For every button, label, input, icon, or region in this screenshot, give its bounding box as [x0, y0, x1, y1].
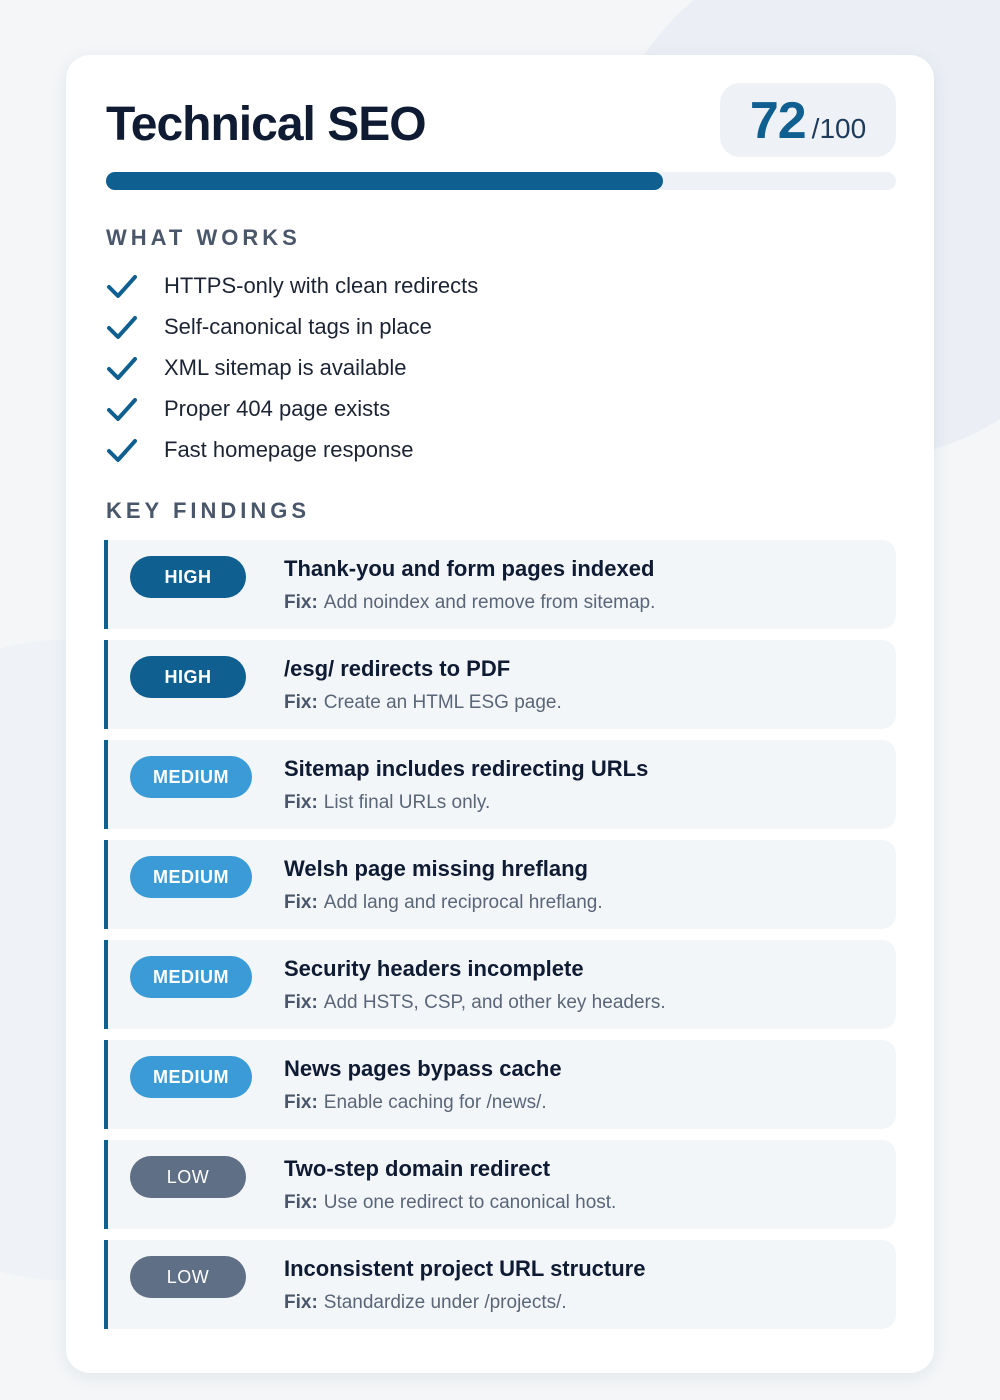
finding-fix [284, 892, 603, 914]
fix-label: Fix: [284, 592, 318, 613]
fix-text: Enable caching for /news/. [323, 1092, 547, 1113]
finding-row [104, 1240, 896, 1329]
finding-row [104, 740, 896, 829]
finding-fix [284, 1292, 567, 1314]
finding-fix [284, 1092, 547, 1114]
finding-row [104, 640, 896, 729]
fix-label: Fix: [284, 792, 318, 813]
finding-fix [284, 992, 666, 1014]
severity-badge: LOW [130, 1156, 246, 1198]
what-works-item [106, 265, 478, 306]
what-works-item [106, 306, 478, 347]
fix-label: Fix: [284, 692, 318, 713]
check-icon [106, 352, 138, 384]
finding-row [104, 940, 896, 1029]
finding-title: Security headers incomplete [284, 956, 584, 981]
what-works-list [106, 265, 478, 470]
key-findings-list [104, 540, 896, 1340]
finding-title: News pages bypass cache [284, 1056, 562, 1081]
finding-row [104, 1040, 896, 1129]
fix-label: Fix: [284, 992, 318, 1013]
page-title: Technical SEO [106, 98, 426, 151]
seo-report-card [66, 55, 934, 1373]
what-works-text: Self-canonical tags in place [164, 313, 432, 339]
fix-text: List final URLs only. [323, 792, 491, 813]
finding-title: Welsh page missing hreflang [284, 856, 588, 881]
fix-text: Add lang and reciprocal hreflang. [323, 892, 603, 913]
finding-row [104, 1140, 896, 1229]
finding-fix [284, 692, 562, 714]
fix-text: Add noindex and remove from sitemap. [323, 592, 656, 613]
fix-text: Add HSTS, CSP, and other key headers. [323, 992, 666, 1013]
what-works-text: Fast homepage response [164, 436, 414, 462]
what-works-heading: WHAT WORKS [106, 225, 301, 250]
finding-title: Two-step domain redirect [284, 1156, 551, 1181]
finding-title: /esg/ redirects to PDF [284, 656, 511, 681]
finding-row [104, 540, 896, 629]
what-works-item [106, 429, 478, 470]
what-works-text: HTTPS-only with clean redirects [164, 272, 479, 298]
fix-label: Fix: [284, 1292, 318, 1313]
finding-fix [284, 792, 490, 814]
score-value: 72 [749, 92, 806, 150]
score-progress-bar [106, 172, 896, 190]
finding-title: Inconsistent project URL structure [284, 1256, 646, 1281]
fix-label: Fix: [284, 1092, 318, 1113]
severity-badge: MEDIUM [130, 756, 252, 798]
finding-row [104, 840, 896, 929]
check-icon [106, 434, 138, 466]
what-works-item [106, 388, 478, 429]
severity-badge: MEDIUM [130, 956, 252, 998]
score-progress-fill [106, 172, 663, 190]
finding-title: Sitemap includes redirecting URLs [284, 756, 649, 781]
finding-fix [284, 1192, 616, 1214]
check-icon [106, 393, 138, 425]
key-findings-heading: KEY FINDINGS [106, 498, 311, 523]
check-icon [106, 270, 138, 302]
score-max: /100 [811, 113, 867, 144]
finding-title: Thank-you and form pages indexed [284, 556, 655, 581]
what-works-text: Proper 404 page exists [164, 395, 391, 421]
fix-label: Fix: [284, 892, 318, 913]
fix-text: Create an HTML ESG page. [323, 692, 562, 713]
score-badge [720, 83, 896, 157]
severity-badge: MEDIUM [130, 856, 252, 898]
fix-text: Standardize under /projects/. [323, 1292, 567, 1313]
severity-badge: HIGH [130, 556, 246, 598]
what-works-text: XML sitemap is available [164, 354, 407, 380]
what-works-item [106, 347, 478, 388]
severity-badge: MEDIUM [130, 1056, 252, 1098]
check-icon [106, 311, 138, 343]
fix-label: Fix: [284, 1192, 318, 1213]
finding-fix [284, 592, 655, 614]
fix-text: Use one redirect to canonical host. [323, 1192, 617, 1213]
severity-badge: HIGH [130, 656, 246, 698]
severity-badge: LOW [130, 1256, 246, 1298]
